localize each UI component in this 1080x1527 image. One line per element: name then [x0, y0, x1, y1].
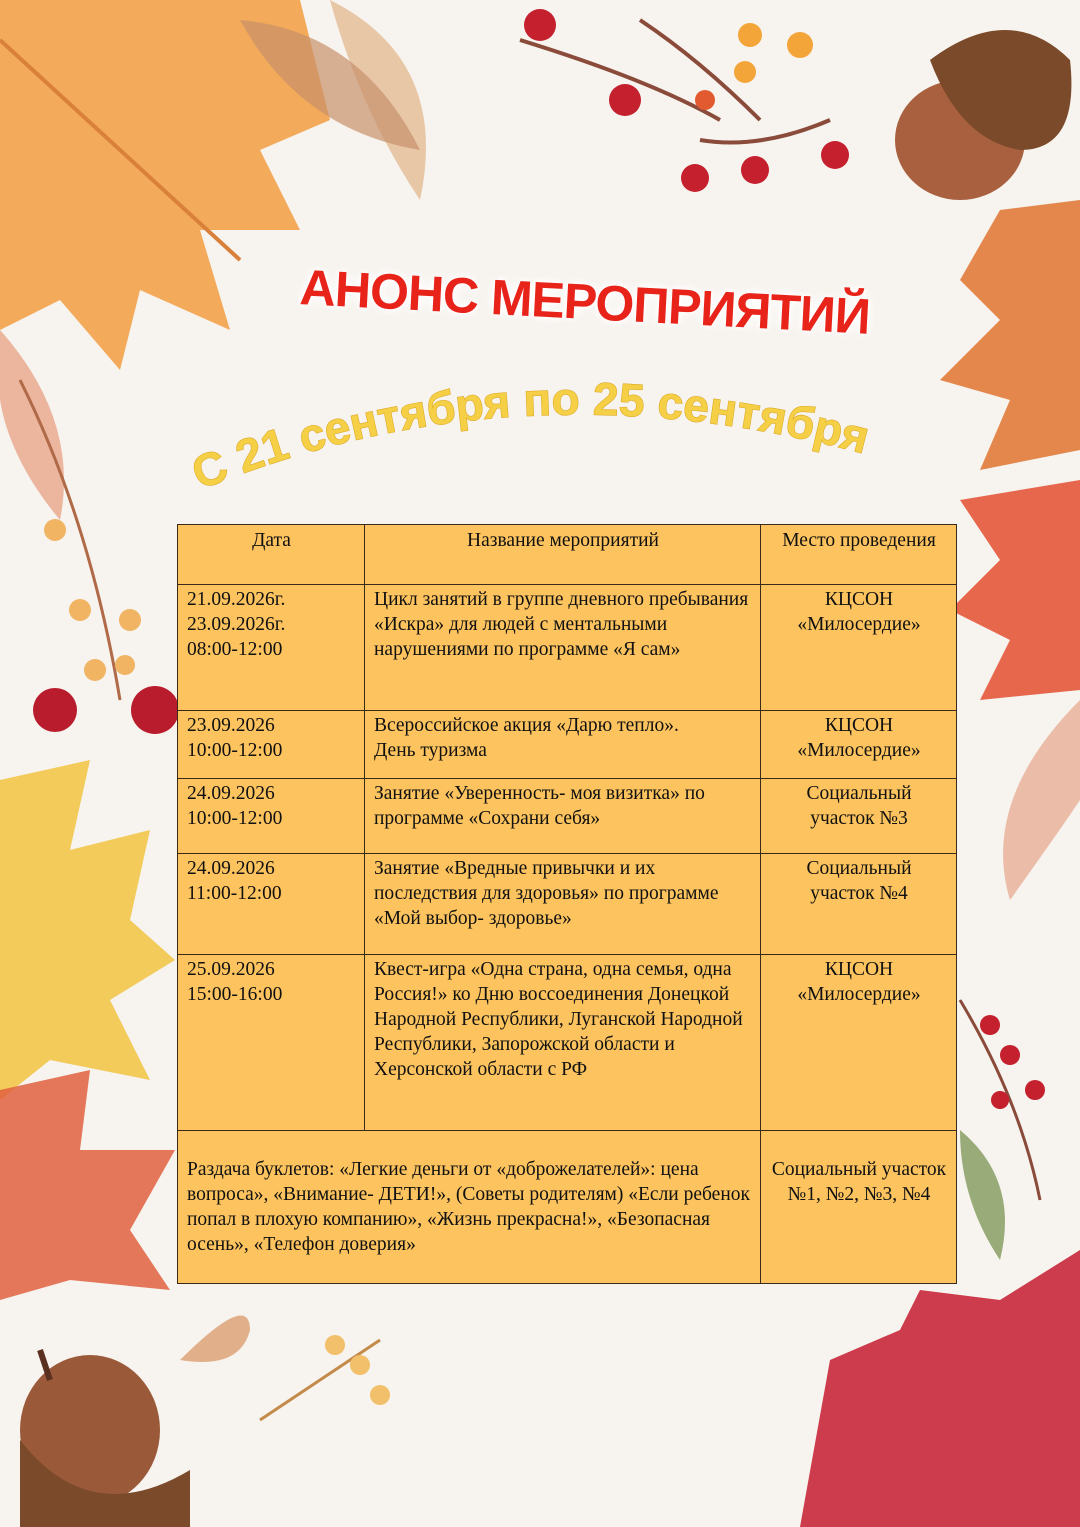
events-table — [177, 524, 957, 1284]
header-place: Место проведения — [761, 525, 957, 585]
event-place: Социальный участок №4 — [761, 854, 957, 955]
booklets-row — [178, 1131, 957, 1284]
green-leaf-icon — [960, 1130, 1005, 1260]
event-name: Цикл занятий в группе дневного пребывания «Искра» для людей с ментальными нарушениями по программе «Я сам» — [365, 585, 761, 711]
header-name: Название мероприятий — [365, 525, 761, 585]
event-date: 21.09.2026г. 23.09.2026г. 08:00-12:00 — [178, 585, 365, 711]
event-name: Занятие «Уверенность- моя визитка» по программе «Сохрани себя» — [365, 779, 761, 854]
booklets-text: Раздача буклетов: «Легкие деньги от «доброжелателей»: цена вопроса», «Внимание- ДЕТИ!», (Советы родителям) «Если ребенок попал в плохую компанию», «Жизнь прекрасна!», «Безопасная осень», «Телефон доверия» — [178, 1131, 761, 1284]
table-row — [178, 711, 957, 779]
booklets-place: Социальный участок №1, №2, №3, №4 — [761, 1131, 957, 1284]
table-header-row — [178, 525, 957, 585]
subtitle-arc — [160, 350, 960, 520]
event-date: 24.09.2026 11:00-12:00 — [178, 854, 365, 955]
event-date: 24.09.2026 10:00-12:00 — [178, 779, 365, 854]
red-leaf-icon — [950, 480, 1080, 700]
event-date: 25.09.2026 15:00-16:00 — [178, 955, 365, 1131]
event-name: Квест-игра «Одна страна, одна семья, одна Россия!» ко Дню воссоединения Донецкой Народной Республики, Луганской Народной Республики, Запорожской области и Херсонской области с РФ — [365, 955, 761, 1131]
red-maple-leaf-bottom-icon — [800, 1250, 1080, 1527]
orange-oak-leaf-icon — [940, 200, 1080, 470]
table-row — [178, 585, 957, 711]
event-place: КЦСОН «Милосердие» — [761, 711, 957, 779]
beige-leaf-bottom-icon — [180, 1315, 250, 1362]
event-name: Всероссийское акция «Дарю тепло». День туризма — [365, 711, 761, 779]
event-name: Занятие «Вредные привычки и их последствия для здоровья» по программе «Мой выбор- здоровье» — [365, 854, 761, 955]
event-place: КЦСОН «Милосердие» — [761, 585, 957, 711]
table-row — [178, 955, 957, 1131]
event-date: 23.09.2026 10:00-12:00 — [178, 711, 365, 779]
yellow-berries-icon — [260, 1335, 390, 1420]
table-row — [178, 854, 957, 955]
event-place: КЦСОН «Милосердие» — [761, 955, 957, 1131]
red-berries-icon — [520, 9, 849, 192]
subtitle: С 21 сентября по 25 сентября — [184, 372, 875, 500]
yellow-maple-leaf-icon — [0, 760, 175, 1100]
acorn-bottom-icon — [20, 1350, 190, 1527]
header-date: Дата — [178, 525, 365, 585]
acorn-icon — [895, 30, 1071, 200]
red-maple-leaf-icon — [0, 1070, 175, 1300]
pink-leaf-icon — [0, 330, 64, 520]
page-title: АНОНС МЕРОПРИЯТИЙ — [298, 259, 872, 345]
table-row — [178, 779, 957, 854]
pink-leaf-right-icon — [1003, 700, 1080, 900]
event-place: Социальный участок №3 — [761, 779, 957, 854]
